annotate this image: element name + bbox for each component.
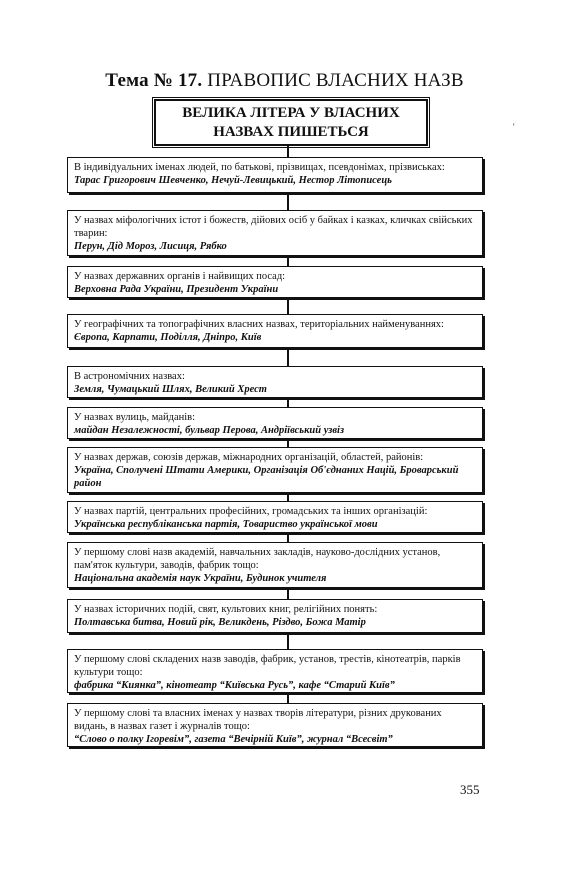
rule-examples: Полтавська битва, Новий рік, Великдень, Різдво, Божа Матір bbox=[74, 617, 366, 628]
rule-text: У назвах держав, союзів держав, міжнародних організацій, областей, районів: bbox=[74, 452, 424, 463]
rule-examples: Національна академія наук України, Будинок учителя bbox=[74, 573, 327, 584]
rule-box-academies bbox=[67, 542, 483, 588]
rule-text: У першому слові та власних іменах у назвах творів літератури, різних друкованих видань, в назвах газет і журналів тощо: bbox=[74, 708, 442, 732]
rule-examples: “Слово о полку Ігоревім”, газета “Вечірній Київ”, журнал “Всесвіт” bbox=[74, 734, 393, 745]
rule-text: В індивідуальних іменах людей, по батькові, прізвищах, псевдонімах, прізвиськах: bbox=[74, 162, 445, 173]
rule-box-historical-events bbox=[67, 599, 483, 633]
rule-text: У назвах державних органів і найвищих посад: bbox=[74, 271, 286, 282]
rule-box-geography bbox=[67, 314, 483, 348]
rule-examples: майдан Незалежності, бульвар Перова, Андріївський узвіз bbox=[74, 425, 345, 436]
rule-text: У назвах вулиць, майданів: bbox=[74, 412, 196, 423]
rule-text: У назвах міфологічних істот і божеств, дійових осіб у байках і казках, кличках свійських тварин: bbox=[74, 215, 473, 239]
rule-examples: Європа, Карпати, Поділля, Дніпро, Київ bbox=[74, 332, 262, 343]
rule-text: У назвах партій, центральних професійних, громадських та інших організацій: bbox=[74, 506, 428, 517]
rule-box-streets bbox=[67, 407, 483, 439]
rule-text: У географічних та топографічних власних назвах, територіальних найменуваннях: bbox=[74, 319, 444, 330]
page-title bbox=[0, 70, 569, 92]
rule-box-literary-works bbox=[67, 703, 483, 747]
rule-box-states bbox=[67, 447, 483, 493]
diagram-header bbox=[154, 99, 428, 146]
rule-box-astronomy bbox=[67, 366, 483, 398]
header-line-1: ВЕЛИКА ЛІТЕРА У ВЛАСНИХ bbox=[182, 105, 400, 121]
rule-examples: Земля, Чумацький Шлях, Великий Хрест bbox=[74, 384, 267, 395]
rule-box-state-bodies bbox=[67, 266, 483, 298]
rule-examples: фабрика “Киянка”, кінотеатр “Київська Русь”, кафе “Старий Київ” bbox=[74, 680, 395, 691]
rule-examples: Верховна Рада України, Президент України bbox=[74, 284, 279, 295]
rule-examples: Тарас Григорович Шевченко, Нечуй-Левицький, Нестор Літописець bbox=[74, 175, 392, 186]
stray-mark: ʻ bbox=[512, 122, 516, 133]
rule-text: У назвах історичних подій, свят, культових книг, релігійних понять: bbox=[74, 604, 378, 615]
topic-number: Тема № 17. bbox=[105, 70, 203, 91]
header-line-2: НАЗВАХ ПИШЕТЬСЯ bbox=[213, 124, 369, 140]
rule-box-mythology bbox=[67, 210, 483, 256]
rule-text: В астрономічних назвах: bbox=[74, 371, 185, 382]
rule-box-compound-names bbox=[67, 649, 483, 693]
rule-examples: Українська республіканська партія, Товариство української мови bbox=[74, 519, 378, 530]
rule-text: У першому слові назв академій, навчальних закладів, науково-дослідних установ, пам'яток культури, заводів, фабрик тощо: bbox=[74, 547, 441, 571]
topic-title: ПРАВОПИС ВЛАСНИХ НАЗВ bbox=[207, 70, 464, 91]
rule-examples: Україна, Сполучені Штати Америки, Організація Об'єднаних Націй, Броварський район bbox=[74, 465, 459, 489]
rule-text: У першому слові складених назв заводів, фабрик, установ, трестів, кінотеатрів, парків культури тощо: bbox=[74, 654, 461, 678]
rule-box-parties bbox=[67, 501, 483, 533]
rule-box-personal-names bbox=[67, 157, 483, 193]
rule-examples: Перун, Дід Мороз, Лисиця, Рябко bbox=[74, 241, 227, 252]
page-number: 355 bbox=[460, 782, 480, 797]
